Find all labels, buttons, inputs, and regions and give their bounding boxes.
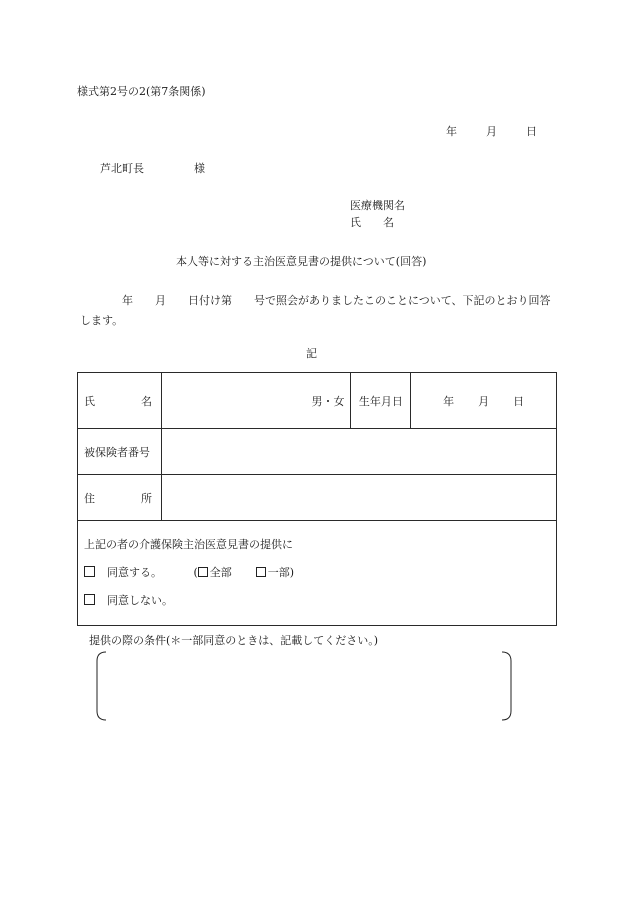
date-month: 月 bbox=[486, 125, 497, 138]
table-row-consent bbox=[78, 521, 557, 626]
person-name-label: 氏 名 bbox=[350, 216, 394, 229]
form-number: 様式第2号の2(第7条関係) bbox=[77, 85, 206, 98]
agree-checkbox[interactable] bbox=[84, 566, 95, 577]
consent-intro: 上記の者の介護保険主治医意見書の提供に bbox=[84, 538, 293, 551]
ki-heading: 記 bbox=[306, 347, 317, 360]
honorific: 様 bbox=[194, 162, 205, 175]
date-day: 日 bbox=[526, 125, 537, 138]
table-row-name bbox=[78, 373, 557, 429]
name-label-b: 名 bbox=[141, 394, 152, 408]
institution-name-label: 医療機関名 bbox=[350, 199, 405, 212]
insured-label: 被保険者番号 bbox=[78, 429, 162, 475]
agree-line: 同意する。 ( 全部 一部) bbox=[84, 559, 550, 587]
name-label-cell bbox=[78, 373, 162, 429]
full-label: 全部 bbox=[209, 566, 232, 579]
conditions-bracket[interactable] bbox=[96, 651, 512, 721]
agree-label: 同意する。 bbox=[107, 566, 162, 579]
body-text: 年 月 日付け第 号で照会がありましたこのことについて、下記のとおり回答します。 bbox=[80, 294, 551, 327]
birth-year: 年 bbox=[443, 394, 455, 408]
date-year: 年 bbox=[446, 125, 457, 138]
birth-day: 日 bbox=[513, 394, 525, 408]
conditions-title: 提供の際の条件(＊一部同意のときは、記載してください。) bbox=[89, 634, 379, 647]
address-label-cell bbox=[78, 475, 162, 521]
disagree-label: 同意しない。 bbox=[107, 594, 173, 607]
name-label-a: 氏 bbox=[84, 394, 95, 408]
name-value-cell[interactable] bbox=[161, 373, 350, 429]
date-line bbox=[446, 123, 537, 139]
institution-block bbox=[350, 197, 405, 231]
address-label-b: 所 bbox=[141, 491, 152, 505]
partial-checkbox[interactable] bbox=[256, 567, 266, 577]
insured-number-field[interactable] bbox=[161, 429, 556, 475]
table-row-address bbox=[78, 475, 557, 521]
document-title: 本人等に対する主治医意見書の提供について(回答) bbox=[176, 255, 427, 268]
table-row-insured bbox=[78, 429, 557, 475]
birth-label: 生年月日 bbox=[351, 373, 411, 429]
birth-month: 月 bbox=[478, 394, 490, 408]
full-checkbox[interactable] bbox=[198, 567, 208, 577]
address-field[interactable] bbox=[161, 475, 556, 521]
gender-select[interactable]: 男・女 bbox=[311, 394, 345, 408]
address-label-a: 住 bbox=[84, 491, 95, 505]
disagree-checkbox[interactable] bbox=[84, 594, 95, 605]
info-table bbox=[77, 372, 557, 626]
addressee bbox=[100, 160, 205, 176]
birth-date-cell[interactable] bbox=[411, 373, 557, 429]
disagree-line bbox=[84, 587, 550, 615]
partial-label: 一部 bbox=[267, 566, 290, 579]
addressee-name: 芦北町長 bbox=[100, 162, 144, 175]
consent-cell bbox=[78, 521, 557, 626]
